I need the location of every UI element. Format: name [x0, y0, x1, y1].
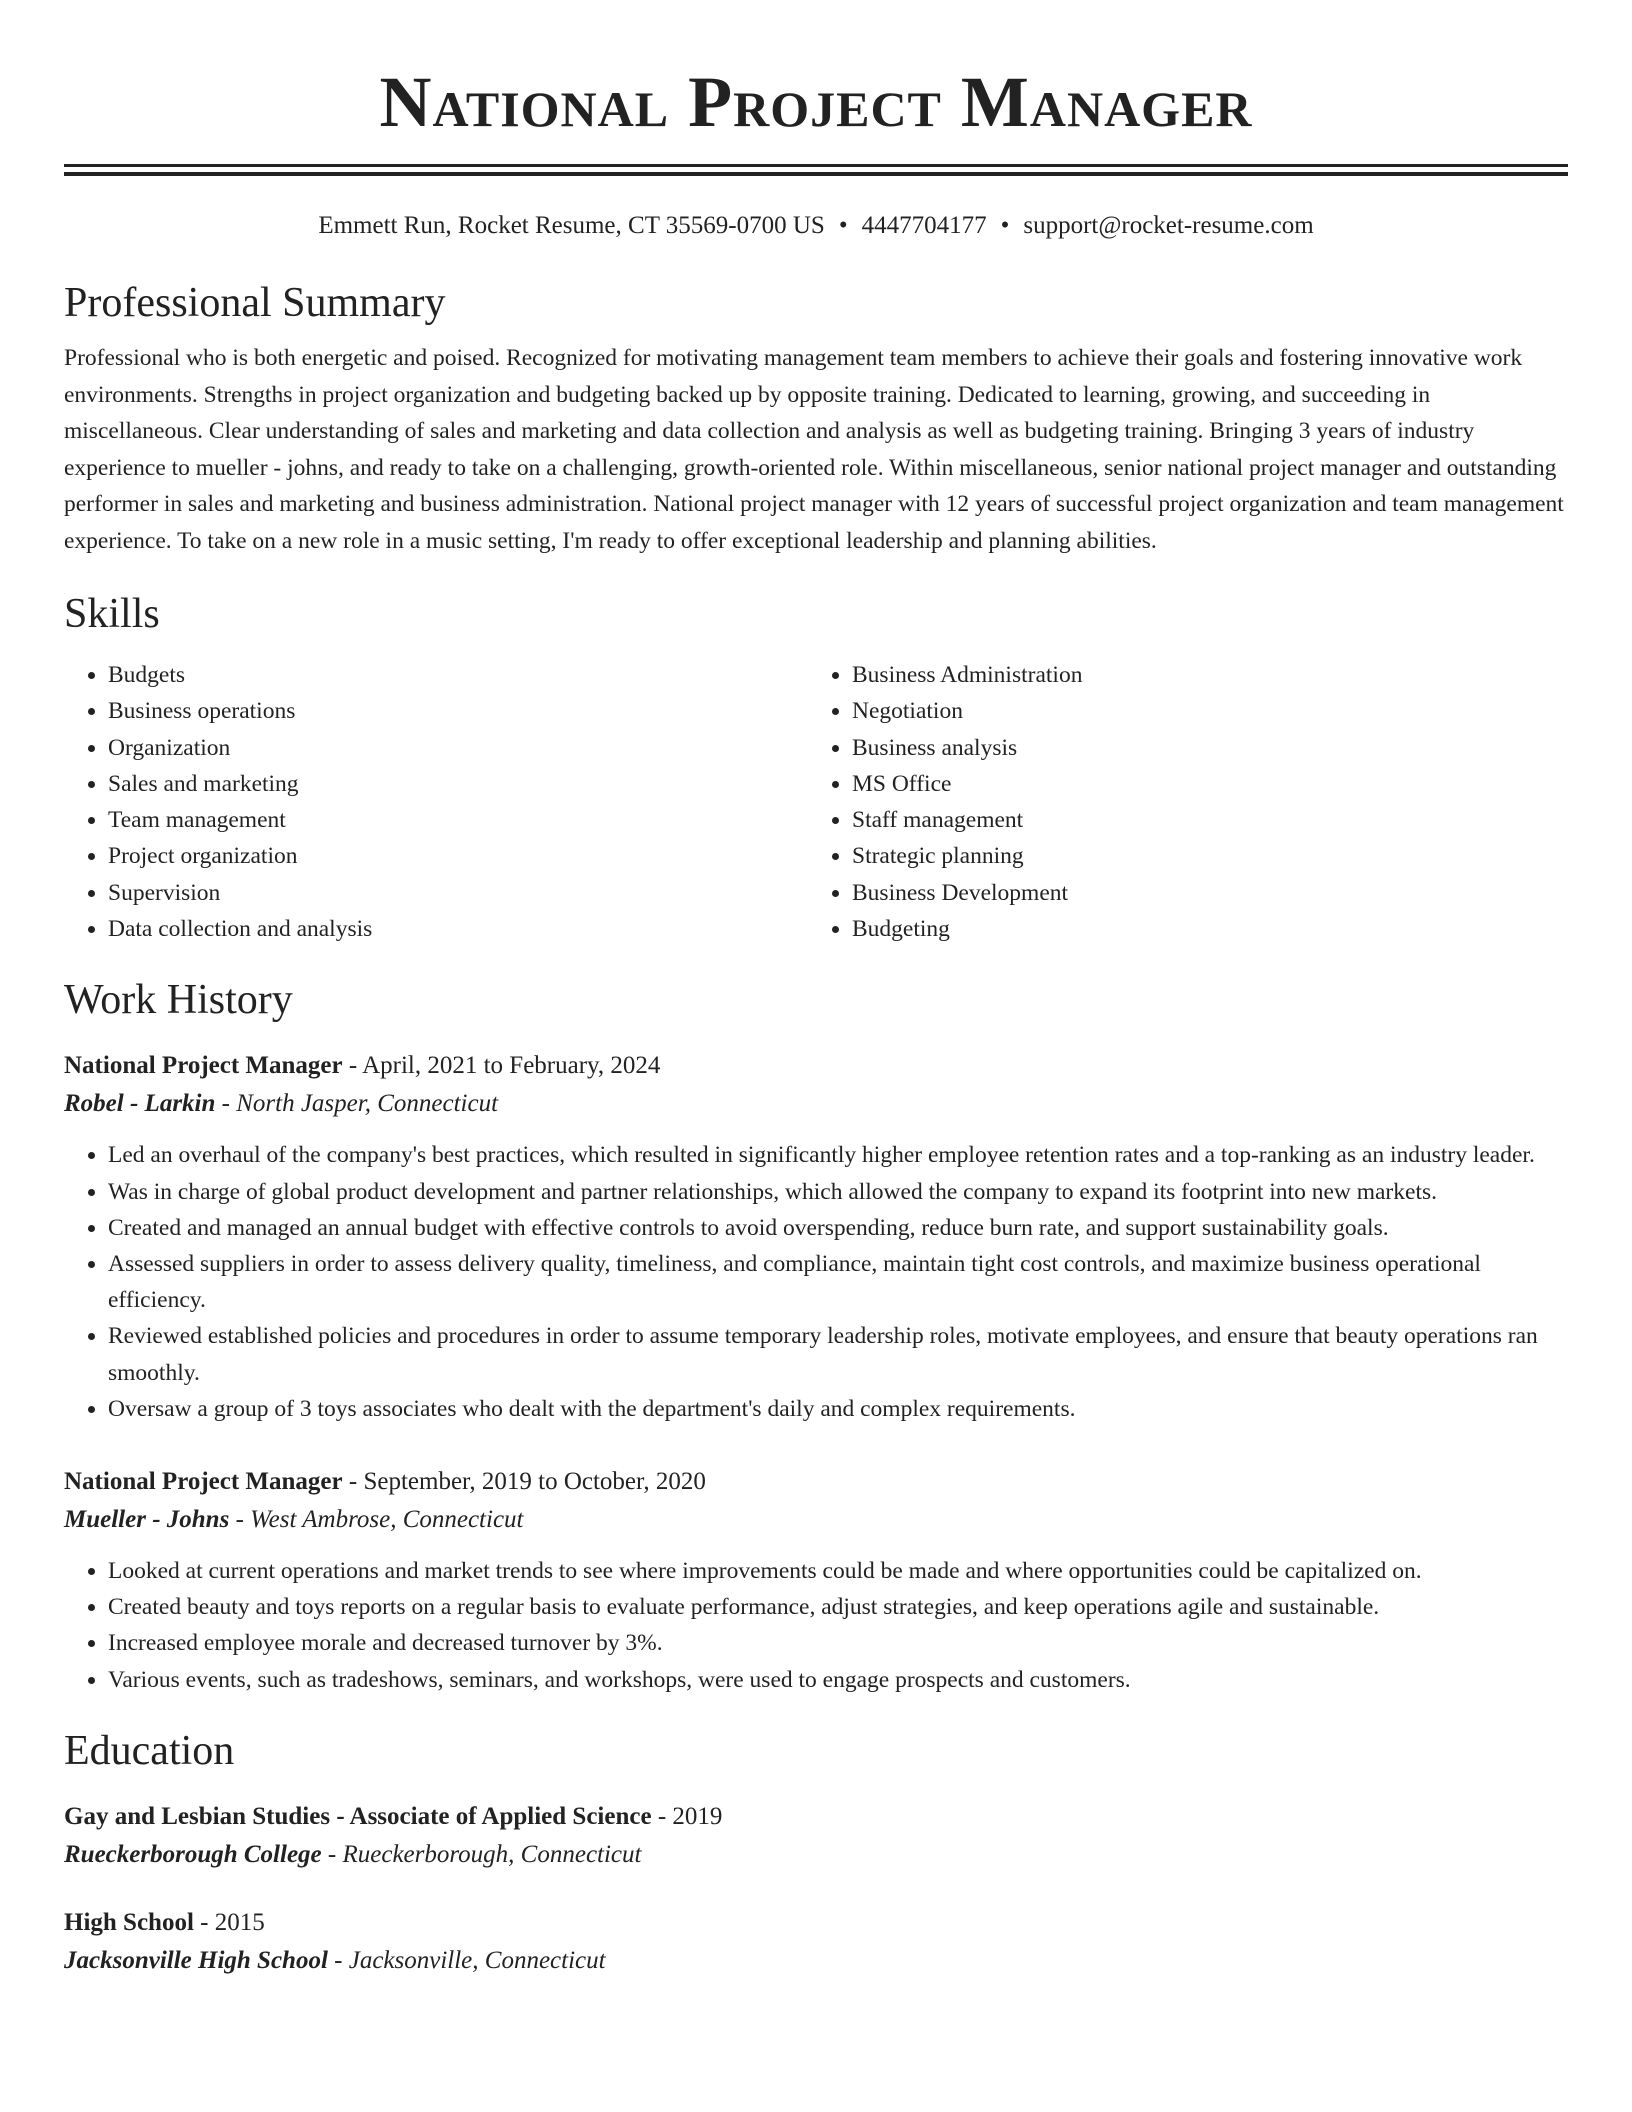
skill-item: • Supervision — [108, 875, 808, 911]
skill-item: • Organization — [108, 730, 808, 766]
job-title: National Project Manager — [64, 1468, 343, 1495]
skills-section — [64, 589, 1568, 947]
education-heading: Education — [64, 1727, 235, 1774]
skill-item: • Sales and marketing — [108, 766, 808, 802]
job-entry — [64, 1463, 1568, 1698]
job-bullet: • Created and managed an annual budget with effective controls to avoid overspending, reduce burn rate, and support sustainability goals. — [108, 1210, 1568, 1246]
summary-heading: Professional Summary — [64, 280, 446, 326]
work-history-section — [64, 975, 1568, 1697]
education-school: Rueckerborough College — [64, 1840, 322, 1868]
job-bullet: • Oversaw a group of 3 toys associates who dealt with the department's daily and complex requirements. — [108, 1391, 1568, 1427]
job-bullet: • Various events, such as tradeshows, seminars, and workshops, were used to engage prospects and customers. — [108, 1662, 1568, 1698]
skill-item: • Budgets — [108, 657, 808, 693]
job-bullet: • Assessed suppliers in order to assess delivery quality, timeliness, and compliance, maintain tight cost controls, and maximize business operational efficiency. — [108, 1246, 1568, 1318]
skill-item: • Data collection and analysis — [108, 911, 808, 947]
job-dates: - September, 2019 to October, 2020 — [342, 1468, 706, 1495]
job-title: National Project Manager — [64, 1052, 343, 1080]
skill-item: • Staff management — [852, 802, 1552, 838]
job-location: - North Jasper, Connecticut — [215, 1090, 499, 1118]
work-history-heading: Work History — [64, 977, 293, 1024]
education-entry — [64, 1798, 1568, 1874]
job-heading — [64, 1463, 1568, 1501]
contact-separator: • — [838, 212, 848, 239]
job-heading — [64, 1047, 1568, 1085]
summary-text: Professional who is both energetic and poised. Recognized for motivating management team members to achieve their goals and fostering innovative work environments. Strengths in project organization and budgeting backed up by opposite training. Dedicated to learning, growing, and succeeding in miscellaneous. Clear understanding of sales and marketing and data collection and analysis as well as budgeting training. Bringing 3 years of industry experience to mueller - johns, and ready to take on a challenging, growth-oriented role. Within miscellaneous, senior national project manager and outstanding performer in sales and marketing and business administration. National project manager with 12 years of successful project organization and team management experience. To take on a new role in a music setting, I'm ready to offer exceptional leadership and planning abilities. — [64, 345, 1564, 554]
skill-item: • Budgeting — [852, 911, 1552, 947]
skill-item: • Business Development — [852, 875, 1552, 911]
skill-item: • Business Administration — [852, 657, 1552, 693]
contact-email: support@rocket-resume.com — [1023, 212, 1314, 239]
education-year: - 2015 — [193, 1908, 265, 1936]
skill-item: • Business operations — [108, 693, 808, 729]
job-dates: - April, 2021 to February, 2024 — [342, 1052, 661, 1080]
job-location: - West Ambrose, Connecticut — [229, 1506, 524, 1533]
skill-item: • MS Office — [852, 766, 1552, 802]
summary-section — [64, 278, 1568, 559]
contact-line — [64, 210, 1568, 242]
skills-column-left — [64, 657, 808, 947]
job-bullet: • Increased employee morale and decreased turnover by 3%. — [108, 1625, 1568, 1661]
contact-address: Emmett Run, Rocket Resume, CT 35569-0700 US — [318, 212, 825, 239]
job-bullet: • Reviewed established policies and procedures in order to assume temporary leadership roles, motivate employees, and ensure that beauty operations ran smoothly. — [108, 1318, 1568, 1390]
skill-item: • Strategic planning — [852, 838, 1552, 874]
skill-item: • Team management — [108, 802, 808, 838]
skills-grid — [64, 657, 1568, 947]
education-location: - Jacksonville, Connecticut — [327, 1946, 606, 1974]
contact-separator: • — [1000, 212, 1010, 239]
resume-title: National Project Manager — [379, 62, 1253, 142]
job-company: Robel - Larkin — [64, 1090, 216, 1118]
job-company-line — [64, 1501, 1568, 1539]
job-company-line — [64, 1085, 1568, 1123]
title-divider — [64, 164, 1568, 176]
job-bullet: • Led an overhaul of the company's best practices, which resulted in significantly higher employee retention rates and a top-ranking as an industry leader. — [108, 1137, 1568, 1173]
education-school-line — [64, 1942, 1568, 1980]
job-bullet: • Looked at current operations and market trends to see where improvements could be made and where opportunities could be capitalized on. — [108, 1553, 1568, 1589]
job-bullet: • Created beauty and toys reports on a regular basis to evaluate performance, adjust strategies, and keep operations agile and sustainable. — [108, 1589, 1568, 1625]
skills-heading: Skills — [64, 591, 160, 637]
education-degree: High School — [64, 1908, 194, 1936]
skill-item: • Business analysis — [852, 730, 1552, 766]
job-entry — [64, 1047, 1568, 1427]
job-bullet: • Was in charge of global product development and partner relationships, which allowed the company to expand its footprint into new markets. — [108, 1174, 1568, 1210]
education-school-line — [64, 1836, 1568, 1874]
contact-phone: 4447704177 — [861, 212, 987, 239]
education-year: - 2019 — [651, 1802, 723, 1830]
skill-item: • Negotiation — [852, 693, 1552, 729]
job-company: Mueller - Johns — [64, 1506, 230, 1533]
education-location: - Rueckerborough, Connecticut — [321, 1840, 642, 1868]
education-entry — [64, 1904, 1568, 1980]
skills-column-right — [808, 657, 1552, 947]
skill-item: • Project organization — [108, 838, 808, 874]
education-heading-line — [64, 1904, 1568, 1942]
job-bullets — [64, 1553, 1568, 1698]
education-heading-line — [64, 1798, 1568, 1836]
education-school: Jacksonville High School — [64, 1946, 328, 1974]
education-degree: Gay and Lesbian Studies - Associate of Applied Science — [64, 1802, 652, 1830]
job-bullets — [64, 1137, 1568, 1427]
education-section — [64, 1726, 1568, 1980]
